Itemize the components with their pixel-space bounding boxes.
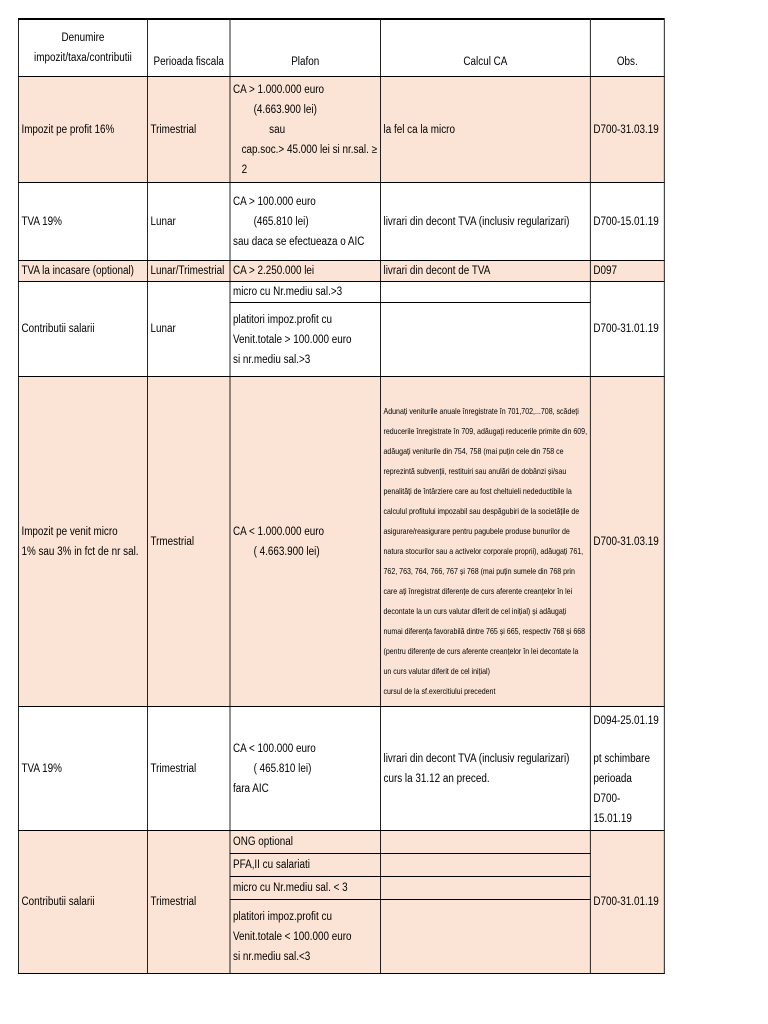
name-line: 1% sau 3% in fct de nr sal. — [21, 545, 139, 558]
row-period: Trimestrial — [147, 831, 230, 974]
row-plafon — [230, 377, 381, 707]
plafon-line: CA < 100.000 euro — [233, 742, 316, 755]
calcul-line: livrari din decont TVA (inclusiv regularizari) — [383, 752, 570, 765]
row-calcul: livrari din decont TVA (inclusiv regularizari) — [380, 183, 590, 261]
row-calcul — [380, 900, 590, 974]
row-period: Lunar — [147, 183, 230, 261]
row-name: TVA 19% — [18, 707, 147, 831]
row-calcul — [380, 303, 590, 377]
row-name: TVA la incasare (optional) — [18, 261, 147, 282]
row-calcul — [380, 831, 590, 854]
row-obs — [590, 707, 664, 831]
plafon-line: CA > 100.000 euro — [233, 195, 316, 208]
table-row — [18, 377, 664, 707]
row-plafon: CA > 2.250.000 lei — [230, 261, 381, 282]
table-row — [18, 261, 664, 282]
row-name: Contributii salarii — [18, 831, 147, 974]
plafon-line: (465.810 lei) — [253, 215, 309, 228]
row-obs: D700-31.03.19 — [590, 377, 664, 707]
header-name-line2: impozit/taxa/contributii — [34, 52, 132, 64]
row-plafon — [230, 303, 381, 377]
table-row — [18, 282, 664, 303]
row-plafon — [230, 77, 381, 183]
table-row — [18, 831, 664, 854]
row-period: Trimestrial — [147, 707, 230, 831]
row-plafon — [230, 707, 381, 831]
table-row — [18, 707, 664, 831]
row-calcul: la fel ca la micro — [380, 77, 590, 183]
row-name: TVA 19% — [18, 183, 147, 261]
plafon-line: si nr.mediu sal.>3 — [233, 353, 311, 366]
row-calcul — [380, 377, 590, 707]
row-name: Contributii salarii — [18, 282, 147, 377]
plafon-line: fara AIC — [233, 782, 269, 795]
calcul-text: Adunați veniturile anuale înregistrate în 701,702,...708, scădeți reducerile înregistrate în 709, adăugați reducerile primite din 609, adăugați veniturile din 754, 758 (mai puțin cele din 758 ce reprezintă subvenții, restituiri sau anulări de dobânzi și/sau penalități de întârziere care au fost cheltuieli nedeductibile la calculul profitului impozabil sau despăgubiri de la societățile de asigurare/reasigurare pentru pagubele produse bunurilor de natura stocurilor sau a activelor corporale proprii), adăugați 761, 762, 763, 764, 766, 767 și 768 (mai puțin sumele din 768 prin care ați înregistrat diferențe de curs aferente creanțelor în lei decontate la un curs valutar diferit de cel inițial) și adăugați numai diferența favorabilă dintre 765 și 665, respectiv 768 și 668 (pentru diferențe de curs aferente creanțelor în lei decontate la un curs valutar diferit de cel inițial) — [383, 407, 588, 676]
plafon-line: CA > 1.000.000 euro — [233, 83, 325, 96]
plafon-line: CA < 1.000.000 euro — [233, 525, 325, 538]
header-name-line1: Denumire — [61, 32, 105, 44]
row-period: Lunar — [147, 282, 230, 377]
plafon-line: ( 4.663.900 lei) — [253, 545, 320, 558]
table-header-row — [18, 19, 664, 77]
name-line: Impozit pe venit micro — [21, 525, 118, 538]
row-calcul — [380, 282, 590, 303]
header-name — [18, 19, 147, 77]
obs-line: D094-25.01.19 — [593, 715, 659, 727]
row-plafon — [230, 183, 381, 261]
plafon-line: platitori impoz.profit cu — [233, 313, 332, 326]
row-obs: D700-15.01.19 — [590, 183, 664, 261]
row-name: Impozit pe profit 16% — [18, 77, 147, 183]
obs-line: 15.01.19 — [593, 813, 632, 825]
row-calcul — [380, 877, 590, 900]
row-plafon: micro cu Nr.mediu sal. < 3 — [230, 877, 381, 900]
calcul-text: cursul de la sf.exercitiului precedent — [383, 687, 496, 696]
header-plafon: Plafon — [230, 19, 381, 77]
plafon-line: si nr.mediu sal.<3 — [233, 950, 311, 963]
row-plafon — [230, 900, 381, 974]
header-obs: Obs. — [590, 19, 664, 77]
row-obs: D097 — [590, 261, 664, 282]
plafon-line: cap.soc.> 45.000 lei si nr.sal. ≥ 2 — [241, 143, 378, 176]
plafon-line: (4.663.900 lei) — [253, 103, 317, 116]
obs-line: pt schimbare — [593, 753, 650, 765]
row-period: Lunar/Trimestrial — [147, 261, 230, 282]
plafon-line: sau — [269, 123, 286, 136]
row-calcul — [380, 707, 590, 831]
row-period: Trimestrial — [147, 77, 230, 183]
plafon-line: Venit.totale < 100.000 euro — [233, 930, 352, 943]
table-row — [18, 183, 664, 261]
plafon-line: platitori impoz.profit cu — [233, 910, 332, 923]
row-obs: D700-31.01.19 — [590, 831, 664, 974]
header-period: Perioada fiscala — [147, 19, 230, 77]
table-row — [18, 77, 664, 183]
plafon-line: ( 465.810 lei) — [253, 762, 312, 775]
plafon-line: sau daca se efectueaza o AIC — [233, 235, 365, 248]
row-plafon: micro cu Nr.mediu sal.>3 — [230, 282, 381, 303]
tax-table — [18, 18, 665, 974]
calcul-line: curs la 31.12 an preced. — [383, 772, 490, 785]
header-calcul: Calcul CA — [380, 19, 590, 77]
row-obs: D700-31.03.19 — [590, 77, 664, 183]
row-period: Trmestrial — [147, 377, 230, 707]
row-plafon: PFA,II cu salariati — [230, 854, 381, 877]
row-name — [18, 377, 147, 707]
plafon-line: Venit.totale > 100.000 euro — [233, 333, 352, 346]
row-calcul: livrari din decont de TVA — [380, 261, 590, 282]
row-plafon: ONG optional — [230, 831, 381, 854]
row-obs: D700-31.01.19 — [590, 282, 664, 377]
obs-line: perioada D700- — [593, 773, 632, 805]
row-calcul — [380, 854, 590, 877]
